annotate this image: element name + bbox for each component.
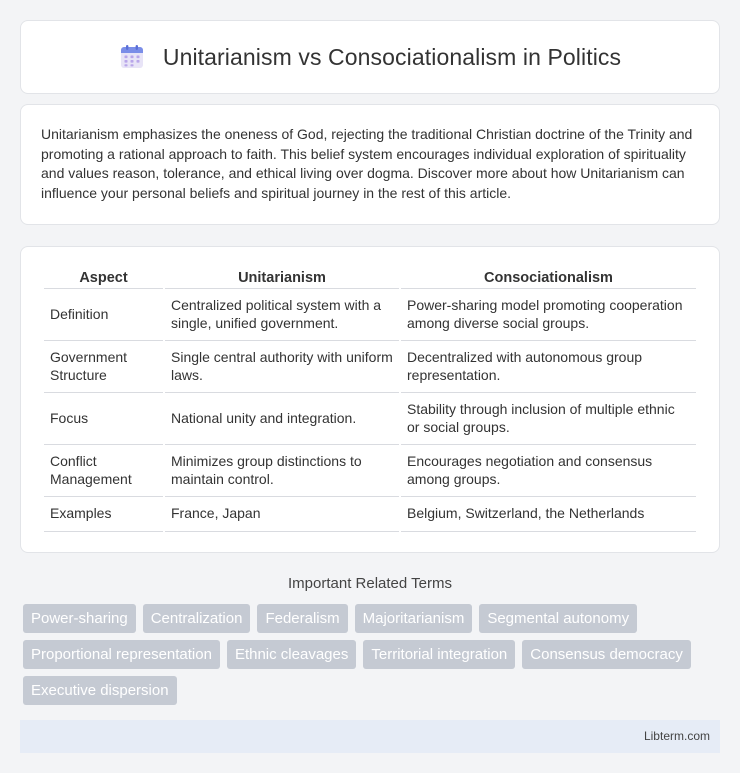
tag-segmental-autonomy[interactable]: Segmental autonomy: [479, 604, 637, 633]
header-aspect: Aspect: [44, 267, 163, 289]
cell-unitarianism: Single central authority with uniform laws.: [165, 341, 399, 393]
header-consociationalism: Consociationalism: [401, 267, 696, 289]
cell-consociationalism: Belgium, Switzerland, the Netherlands: [401, 497, 696, 532]
comparison-table-card: [20, 246, 720, 553]
cell-aspect: Focus: [44, 393, 163, 445]
tag-proportional-representation[interactable]: Proportional representation: [23, 640, 220, 669]
cell-aspect: Definition: [44, 289, 163, 341]
intro-card: [20, 104, 720, 225]
page-title: Unitarianism vs Consociationalism in Politics: [162, 43, 622, 70]
tag-majoritarianism[interactable]: Majoritarianism: [355, 604, 473, 633]
header-unitarianism: Unitarianism: [165, 267, 399, 289]
cell-aspect: Conflict Management: [44, 445, 163, 497]
cell-unitarianism: Centralized political system with a single, unified government.: [165, 289, 399, 341]
cell-consociationalism: Encourages negotiation and consensus among groups.: [401, 445, 696, 497]
table-header-row: [44, 267, 696, 289]
tag-power-sharing[interactable]: Power-sharing: [23, 604, 136, 633]
tag-territorial-integration[interactable]: Territorial integration: [363, 640, 515, 669]
intro-text: Unitarianism emphasizes the oneness of God, rejecting the traditional Christian doctrine of the Trinity and promoting a rational approach to faith. This belief system encourages individual exploration of spirituality and values reason, tolerance, and ethical living over dogma. Discover more about how Unitarianism can influence your personal beliefs and spiritual journey in the rest of this article.: [41, 126, 693, 201]
tag-centralization[interactable]: Centralization: [143, 604, 251, 633]
header-card: [20, 20, 720, 94]
tag-ethnic-cleavages[interactable]: Ethnic cleavages: [227, 640, 356, 669]
footer: [20, 720, 720, 753]
table-row: [44, 393, 696, 445]
related-terms-list: [20, 604, 710, 705]
cell-unitarianism: France, Japan: [165, 497, 399, 532]
cell-unitarianism: Minimizes group distinctions to maintain control.: [165, 445, 399, 497]
cell-consociationalism: Decentralized with autonomous group representation.: [401, 341, 696, 393]
cell-consociationalism: Stability through inclusion of multiple ethnic or social groups.: [401, 393, 696, 445]
comparison-table: [42, 267, 698, 532]
footer-site-link[interactable]: Libterm.com: [643, 729, 710, 743]
table-row: [44, 497, 696, 532]
tag-executive-dispersion[interactable]: Executive dispersion: [23, 676, 177, 705]
calendar-icon: [119, 44, 145, 70]
cell-consociationalism: Power-sharing model promoting cooperation among diverse social groups.: [401, 289, 696, 341]
tag-consensus-democracy[interactable]: Consensus democracy: [522, 640, 691, 669]
cell-unitarianism: National unity and integration.: [165, 393, 399, 445]
cell-aspect: Examples: [44, 497, 163, 532]
related-terms-title: Important Related Terms: [288, 574, 452, 592]
table-row: [44, 289, 696, 341]
table-row: [44, 341, 696, 393]
tag-federalism[interactable]: Federalism: [257, 604, 347, 633]
table-row: [44, 445, 696, 497]
cell-aspect: Government Structure: [44, 341, 163, 393]
